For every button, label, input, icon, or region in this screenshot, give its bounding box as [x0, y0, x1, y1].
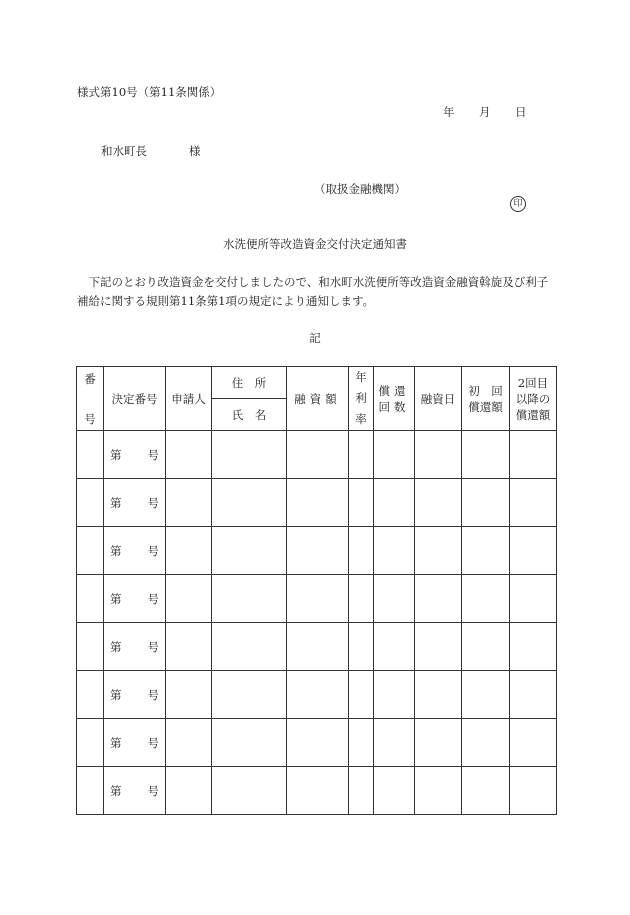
- table-cell: [510, 767, 557, 815]
- table-cell: [462, 575, 510, 623]
- header-number-bottom: 号: [84, 411, 96, 426]
- row-prefix: 第: [110, 495, 122, 510]
- table-cell: [77, 479, 104, 527]
- row-prefix: 第: [110, 543, 122, 558]
- row-suffix: 号: [147, 543, 159, 558]
- table-cell: [166, 671, 212, 719]
- header-name: 氏 名: [212, 399, 287, 431]
- table-cell: [77, 623, 104, 671]
- table-cell: [415, 431, 462, 479]
- decision-number-cell: [104, 527, 166, 575]
- row-prefix: 第: [110, 687, 122, 702]
- header-interest-2: 利: [355, 391, 367, 405]
- table-cell: [510, 479, 557, 527]
- row-prefix: 第: [110, 639, 122, 654]
- table-cell: [212, 719, 287, 767]
- header-loan-date: 融資日: [415, 367, 462, 431]
- addressee: [101, 143, 201, 159]
- table-cell: [77, 431, 104, 479]
- addressee-name: 和水町長: [101, 144, 147, 158]
- table-cell: [166, 623, 212, 671]
- ki-mark: 記: [309, 331, 321, 345]
- decision-number-cell: [104, 671, 166, 719]
- header-repay-count-2: 回数: [378, 399, 410, 414]
- header-interest-3: 率: [355, 412, 367, 426]
- table-cell: [166, 431, 212, 479]
- table-cell: [212, 527, 287, 575]
- header-interest-1: 年: [355, 370, 367, 384]
- header-decision-number: 決定番号: [104, 367, 166, 431]
- table-cell: [287, 575, 349, 623]
- table-cell: [462, 671, 510, 719]
- table-cell: [415, 575, 462, 623]
- header-repay-count: [374, 367, 415, 431]
- table-cell: [287, 479, 349, 527]
- form-number: 様式第10号（第11条関係）: [77, 85, 222, 99]
- date-year: 年: [443, 105, 455, 119]
- table-cell: [462, 431, 510, 479]
- table-row: [77, 431, 557, 479]
- table-row: [77, 719, 557, 767]
- table-cell: [415, 767, 462, 815]
- table-cell: [510, 719, 557, 767]
- table-cell: [212, 671, 287, 719]
- document-title: 水洗便所等改造資金交付決定通知書: [223, 237, 407, 251]
- table-cell: [166, 527, 212, 575]
- header-later-repay-2: 以降の: [515, 391, 551, 406]
- table-cell: [287, 767, 349, 815]
- date-day: 日: [515, 105, 527, 119]
- table-cell: [349, 623, 374, 671]
- table-cell: [415, 671, 462, 719]
- header-first-repay: [462, 367, 510, 431]
- table-cell: [374, 527, 415, 575]
- table-cell: [166, 719, 212, 767]
- body-text: 下記のとおり改造資金を交付しましたので、和水町水洗便所等改造資金融資斡旋及び利子補給に関する規則第11条第1項の規定により通知します。: [77, 275, 549, 308]
- table-cell: [374, 623, 415, 671]
- table-cell: [212, 623, 287, 671]
- date-line: [443, 104, 527, 120]
- row-prefix: 第: [110, 591, 122, 606]
- table-cell: [77, 575, 104, 623]
- table-cell: [166, 479, 212, 527]
- table-row: [77, 479, 557, 527]
- table-row: [77, 623, 557, 671]
- table-cell: [510, 431, 557, 479]
- table-cell: [349, 527, 374, 575]
- table-cell: [462, 719, 510, 767]
- header-repay-count-1: 償還: [378, 383, 410, 398]
- table-cell: [287, 719, 349, 767]
- table-cell: [462, 767, 510, 815]
- table-cell: [510, 527, 557, 575]
- table-row: [77, 575, 557, 623]
- header-interest-rate: [349, 367, 374, 431]
- table-cell: [510, 623, 557, 671]
- table-cell: [374, 431, 415, 479]
- header-loan-amount: 融資額: [287, 367, 349, 431]
- row-suffix: 号: [147, 591, 159, 606]
- table-cell: [287, 671, 349, 719]
- table-cell: [510, 671, 557, 719]
- header-later-repay: [510, 367, 557, 431]
- table-cell: [212, 575, 287, 623]
- decision-table: [76, 366, 557, 815]
- header-first-repay-2: 償還額: [468, 399, 503, 414]
- header-later-repay-3: 償還額: [515, 407, 551, 422]
- header-number-top: 番: [84, 371, 96, 386]
- row-prefix: 第: [110, 447, 122, 462]
- table-cell: [212, 767, 287, 815]
- decision-number-cell: [104, 575, 166, 623]
- header-first-repay-1: 初 回: [468, 383, 503, 398]
- row-suffix: 号: [147, 735, 159, 750]
- table-cell: [287, 431, 349, 479]
- table-cell: [349, 431, 374, 479]
- table-cell: [374, 767, 415, 815]
- table-cell: [374, 671, 415, 719]
- row-suffix: 号: [147, 783, 159, 798]
- table-cell: [287, 527, 349, 575]
- table-cell: [415, 479, 462, 527]
- decision-number-cell: [104, 767, 166, 815]
- header-number: [77, 367, 104, 431]
- header-later-repay-1: 2回目: [517, 375, 549, 390]
- decision-number-cell: [104, 623, 166, 671]
- header-applicant: 申請人: [166, 367, 212, 431]
- decision-number-cell: [104, 479, 166, 527]
- table-row: [77, 527, 557, 575]
- table-cell: [212, 431, 287, 479]
- table-cell: [166, 575, 212, 623]
- header-address: 住 所: [212, 367, 287, 399]
- table-cell: [287, 623, 349, 671]
- row-suffix: 号: [147, 687, 159, 702]
- row-prefix: 第: [110, 735, 122, 750]
- table-cell: [462, 479, 510, 527]
- table-cell: [349, 575, 374, 623]
- table-row: [77, 767, 557, 815]
- table-cell: [462, 623, 510, 671]
- table-cell: [349, 671, 374, 719]
- table-cell: [349, 479, 374, 527]
- table-cell: [166, 767, 212, 815]
- table-cell: [77, 767, 104, 815]
- table-cell: [374, 719, 415, 767]
- addressee-suffix: 様: [189, 144, 201, 158]
- table-cell: [462, 527, 510, 575]
- decision-number-cell: [104, 431, 166, 479]
- table-cell: [77, 527, 104, 575]
- table-cell: [415, 527, 462, 575]
- table-cell: [415, 623, 462, 671]
- row-suffix: 号: [147, 447, 159, 462]
- table-cell: [349, 767, 374, 815]
- table-cell: [77, 671, 104, 719]
- table-cell: [77, 719, 104, 767]
- row-prefix: 第: [110, 783, 122, 798]
- financial-institution: （取扱金融機関）: [314, 182, 406, 196]
- table-cell: [415, 719, 462, 767]
- table-cell: [374, 479, 415, 527]
- table-body: [77, 431, 557, 815]
- row-suffix: 号: [147, 495, 159, 510]
- seal-mark: 印: [510, 196, 526, 212]
- table-row: [77, 671, 557, 719]
- row-suffix: 号: [147, 639, 159, 654]
- date-month: 月: [479, 105, 491, 119]
- table-cell: [349, 719, 374, 767]
- table-cell: [212, 479, 287, 527]
- table-cell: [374, 575, 415, 623]
- table-cell: [510, 575, 557, 623]
- decision-number-cell: [104, 719, 166, 767]
